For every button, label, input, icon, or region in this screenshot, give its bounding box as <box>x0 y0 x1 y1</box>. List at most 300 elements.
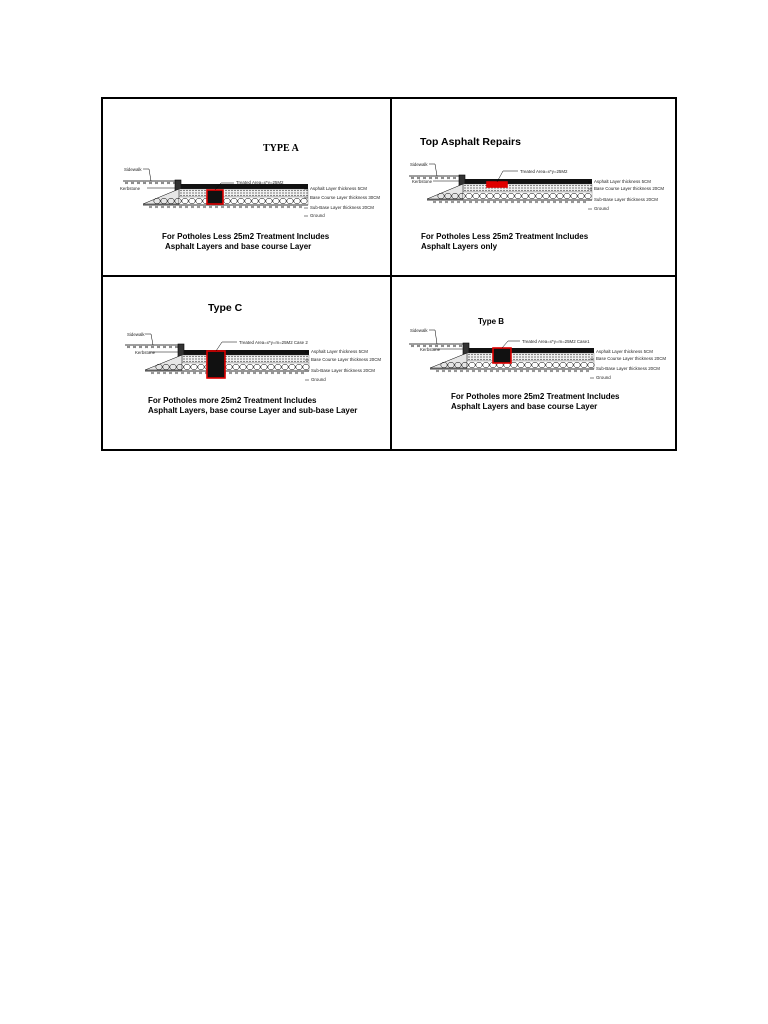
base-course-dot <box>180 195 181 196</box>
ground-label: Ground <box>594 206 609 211</box>
base-course-dot <box>513 359 514 360</box>
sidewalk-label: Sidewalk <box>127 332 145 337</box>
base-course-dot <box>569 190 570 191</box>
ground-hatch <box>433 201 436 203</box>
sidewalk-hatch <box>453 345 456 347</box>
base-course-dot <box>195 356 196 357</box>
ground-hatch <box>187 372 190 374</box>
base-course-dot <box>204 361 205 362</box>
base-course-dot <box>270 190 271 191</box>
base-course-dot <box>572 190 573 191</box>
treated-area-outline <box>207 190 223 204</box>
base-course-dot <box>192 192 193 193</box>
base-course-dot <box>575 185 576 186</box>
caption-line-1: For Potholes more 25m2 Treatment Includes <box>451 392 620 401</box>
base-course-dot <box>569 187 570 188</box>
base-course-dot <box>237 356 238 357</box>
base-course-dot <box>491 190 492 191</box>
base-course-dot <box>267 361 268 362</box>
ground-hatch <box>562 370 565 372</box>
ground-hatch <box>253 372 256 374</box>
base-course-dot <box>530 190 531 191</box>
base-course-dot <box>279 356 280 357</box>
base-course-dot <box>282 358 283 359</box>
base-course-dot <box>570 359 571 360</box>
base-course-dot <box>521 190 522 191</box>
base-course-dot <box>234 192 235 193</box>
base-course-dot <box>482 190 483 191</box>
base-course-dot <box>578 187 579 188</box>
sidewalk-hatch <box>169 346 172 348</box>
ground-hatch <box>469 201 472 203</box>
base-course-dot <box>186 358 187 359</box>
base-course-dot <box>273 190 274 191</box>
base-course-dot <box>228 192 229 193</box>
base-course-dot <box>186 192 187 193</box>
base-course-dot <box>183 195 184 196</box>
ground-hatch <box>257 206 260 208</box>
base-course-dot <box>521 187 522 188</box>
base-course-dot <box>543 354 544 355</box>
ground-hatch <box>301 372 304 374</box>
base-course-dot <box>558 356 559 357</box>
base-course-dot <box>291 190 292 191</box>
base-course-dot <box>306 190 307 191</box>
base-course-dot <box>468 354 469 355</box>
base-course-dot <box>539 190 540 191</box>
base-course-dot <box>297 356 298 357</box>
base-course-dot <box>585 356 586 357</box>
ground-hatch <box>481 201 484 203</box>
base-course-dot <box>291 361 292 362</box>
sidewalk-hatch <box>157 346 160 348</box>
base-course-dot <box>276 195 277 196</box>
base-course-dot <box>578 190 579 191</box>
ground-hatch <box>565 201 568 203</box>
base-course-dot <box>246 195 247 196</box>
base-course-dot <box>471 356 472 357</box>
sidewalk-hatch <box>139 346 142 348</box>
base-course-dot <box>246 192 247 193</box>
base-course-dot <box>584 187 585 188</box>
base-course-dot <box>537 354 538 355</box>
ground-hatch <box>439 201 442 203</box>
base-course-dot <box>291 356 292 357</box>
base-course-dot <box>534 359 535 360</box>
base-course-dot <box>530 187 531 188</box>
base-course-dot <box>243 190 244 191</box>
pothole-repair-diagram <box>101 97 677 451</box>
base-course-dot <box>189 361 190 362</box>
panel-title: Top Asphalt Repairs <box>420 136 521 148</box>
base-course-dot <box>536 185 537 186</box>
base-course-dot <box>543 356 544 357</box>
base-course-dot <box>590 187 591 188</box>
ground-hatch <box>553 201 556 203</box>
base-course-dot <box>288 190 289 191</box>
sidewalk-label: Sidewalk <box>410 162 428 167</box>
base-course-dot <box>198 361 199 362</box>
base-course-dot <box>192 190 193 191</box>
base-course-dot <box>261 195 262 196</box>
base-course-dot <box>581 187 582 188</box>
base-course-dot <box>297 195 298 196</box>
base-course-dot <box>201 192 202 193</box>
base-course-dot <box>515 187 516 188</box>
sidewalk-hatch <box>435 177 438 179</box>
ground-hatch <box>436 370 439 372</box>
base-course-dot <box>516 356 517 357</box>
base-course-dot <box>467 190 468 191</box>
base-course-dot <box>527 187 528 188</box>
sub-base-label: Sub-Base Layer thickness 20CM <box>594 197 658 202</box>
ground-hatch <box>239 206 242 208</box>
ground-hatch <box>547 201 550 203</box>
ground-hatch <box>299 206 302 208</box>
base-course-dot <box>204 358 205 359</box>
ground-hatch <box>289 372 292 374</box>
ground-hatch <box>197 206 200 208</box>
base-course-dot <box>234 190 235 191</box>
base-course-dot <box>477 356 478 357</box>
base-course-dot <box>306 358 307 359</box>
base-course-dot <box>258 192 259 193</box>
ground-hatch <box>163 372 166 374</box>
base-course-dot <box>486 359 487 360</box>
ground-hatch <box>271 372 274 374</box>
asphalt-layer <box>184 350 309 355</box>
base-course-dot <box>467 187 468 188</box>
base-course-dot <box>231 195 232 196</box>
kerbstone-label: Kerbstone <box>120 186 141 191</box>
base-course-dot <box>588 359 589 360</box>
base-course-dot <box>572 187 573 188</box>
base-course-dot <box>516 354 517 355</box>
panel-title: Type C <box>208 302 243 314</box>
asphalt-layer-label: Asphalt Layer thickness 5CM <box>596 349 653 354</box>
base-course-dot <box>300 190 301 191</box>
base-course-dot <box>557 190 558 191</box>
base-course-dot <box>516 359 517 360</box>
base-course-dot <box>485 190 486 191</box>
ground-hatch <box>185 206 188 208</box>
base-course-dot <box>582 359 583 360</box>
base-course-dot <box>573 356 574 357</box>
ground-hatch <box>269 206 272 208</box>
base-course-dot <box>294 195 295 196</box>
base-course-dot <box>497 190 498 191</box>
base-course-dot <box>524 187 525 188</box>
ground-hatch <box>472 370 475 372</box>
base-course-dot <box>569 185 570 186</box>
base-course-dot <box>276 361 277 362</box>
base-course-dot <box>195 195 196 196</box>
base-course-dot <box>489 356 490 357</box>
base-course-dot <box>279 190 280 191</box>
base-course-dot <box>519 359 520 360</box>
base-course-dot <box>255 192 256 193</box>
base-course-dot <box>303 190 304 191</box>
ground-hatch <box>544 370 547 372</box>
base-course-dot <box>282 192 283 193</box>
base-course-dot <box>533 185 534 186</box>
base-course-dot <box>558 354 559 355</box>
base-course-dot <box>273 361 274 362</box>
sidewalk-leader-line <box>429 330 437 344</box>
base-course-dot <box>297 192 298 193</box>
base-course-dot <box>282 190 283 191</box>
base-course-dot <box>522 356 523 357</box>
sidewalk-label: Sidewalk <box>124 167 142 172</box>
base-course-dot <box>573 354 574 355</box>
base-course-dot <box>198 192 199 193</box>
base-course-dot <box>240 195 241 196</box>
base-course-dot <box>543 359 544 360</box>
panel-type-c <box>103 277 389 452</box>
base-course-dot <box>237 361 238 362</box>
ground-hatch <box>277 372 280 374</box>
caption-line-2: Asphalt Layers and base course Layer <box>165 242 312 251</box>
base-course-dot <box>467 185 468 186</box>
base-course-dot <box>228 358 229 359</box>
base-course-dot <box>237 358 238 359</box>
base-course-dot <box>279 361 280 362</box>
treated-area-outline <box>207 351 225 378</box>
base-course-dot <box>273 192 274 193</box>
base-course-dot <box>563 190 564 191</box>
base-course-dot <box>285 356 286 357</box>
base-course-dot <box>234 358 235 359</box>
base-course-dot <box>231 192 232 193</box>
sidewalk-hatch <box>163 346 166 348</box>
ground-hatch <box>493 201 496 203</box>
base-course-dot <box>470 185 471 186</box>
cross-section-drawing <box>392 277 678 452</box>
base-course-dot <box>482 187 483 188</box>
base-course-dot <box>192 195 193 196</box>
ground-hatch <box>241 372 244 374</box>
ground-hatch <box>526 370 529 372</box>
base-course-dot <box>548 190 549 191</box>
base-course-dot <box>567 354 568 355</box>
ground-hatch <box>191 206 194 208</box>
base-course-dot <box>567 359 568 360</box>
base-course-dot <box>474 356 475 357</box>
base-course-dot <box>518 185 519 186</box>
ground-hatch <box>520 370 523 372</box>
kerbstone-label: Kerbstone <box>135 350 156 355</box>
base-course-dot <box>258 195 259 196</box>
base-course-dot <box>515 190 516 191</box>
panel-type-b <box>392 277 678 452</box>
base-course-dot <box>522 359 523 360</box>
base-course-dot <box>561 354 562 355</box>
base-course-dot <box>306 192 307 193</box>
caption-line-2: Asphalt Layers only <box>421 242 498 251</box>
ground-hatch <box>577 201 580 203</box>
base-course-dot <box>503 190 504 191</box>
ground-hatch <box>514 370 517 372</box>
treated-area-label: Treated Area=x*y=m=25M2 Case 2 <box>239 340 308 345</box>
ground-hatch <box>478 370 481 372</box>
base-course-dot <box>255 361 256 362</box>
sidewalk-hatch <box>143 182 146 184</box>
sidewalk-hatch <box>145 346 148 348</box>
base-course-dot <box>270 192 271 193</box>
base-course-dot <box>249 358 250 359</box>
base-course-dot <box>240 356 241 357</box>
base-course-dot <box>228 195 229 196</box>
base-course-dot <box>560 190 561 191</box>
base-course-dot <box>282 195 283 196</box>
ground-hatch <box>484 370 487 372</box>
base-course-dot <box>198 190 199 191</box>
base-course-dot <box>482 185 483 186</box>
base-course-dot <box>249 190 250 191</box>
treated-area-outline <box>493 348 511 363</box>
base-course-dot <box>473 185 474 186</box>
ground-hatch <box>179 206 182 208</box>
base-course-dot <box>554 185 555 186</box>
base-course-dot <box>192 358 193 359</box>
base-course-dot <box>515 185 516 186</box>
base-course-dot <box>566 190 567 191</box>
base-course-dot <box>201 190 202 191</box>
base-course-dot <box>513 356 514 357</box>
base-course-dot <box>471 354 472 355</box>
asphalt-layer <box>465 179 592 184</box>
ground-hatch <box>517 201 520 203</box>
base-course-dot <box>519 356 520 357</box>
base-course-dot <box>258 356 259 357</box>
base-course-dot <box>183 361 184 362</box>
ground-hatch <box>247 372 250 374</box>
base-course-dot <box>551 190 552 191</box>
ground-hatch <box>175 372 178 374</box>
base-course-dot <box>306 356 307 357</box>
base-course-dot <box>252 192 253 193</box>
ground-hatch <box>466 370 469 372</box>
caption-line-1: For Potholes Less 25m2 Treatment Includes <box>162 232 330 241</box>
base-course-dot <box>243 192 244 193</box>
ground-hatch <box>149 206 152 208</box>
ground-hatch <box>529 201 532 203</box>
ground-hatch <box>571 201 574 203</box>
base-course-dot <box>270 356 271 357</box>
base-course-dot <box>539 185 540 186</box>
base-course-dot <box>225 192 226 193</box>
ground-hatch <box>496 370 499 372</box>
base-course-dot <box>494 190 495 191</box>
ground-hatch <box>283 372 286 374</box>
base-course-dot <box>531 354 532 355</box>
base-course-dot <box>588 354 589 355</box>
base-course-layer <box>182 355 309 363</box>
ground-hatch <box>550 370 553 372</box>
base-course-dot <box>297 361 298 362</box>
base-course-dot <box>252 361 253 362</box>
base-course-dot <box>279 192 280 193</box>
embankment-slope <box>145 355 182 370</box>
base-course-dot <box>267 190 268 191</box>
base-course-dot <box>198 356 199 357</box>
base-course-dot <box>533 190 534 191</box>
base-course-dot <box>267 358 268 359</box>
base-course-dot <box>189 190 190 191</box>
base-course-dot <box>536 187 537 188</box>
base-course-dot <box>578 185 579 186</box>
base-course-dot <box>530 185 531 186</box>
base-course-dot <box>195 192 196 193</box>
base-course-dot <box>479 187 480 188</box>
panel-title: TYPE A <box>263 143 299 154</box>
ground-hatch <box>209 206 212 208</box>
base-course-dot <box>264 192 265 193</box>
ground-hatch <box>251 206 254 208</box>
base-course-dot <box>531 356 532 357</box>
base-course-dot <box>477 359 478 360</box>
base-course-dot <box>542 185 543 186</box>
sidewalk-leader-line <box>145 334 153 345</box>
base-course-layer <box>467 353 594 361</box>
base-course-dot <box>540 356 541 357</box>
base-course-dot <box>249 361 250 362</box>
treated-area-label: Treated Area=x*y=m=25M2 Case1 <box>522 339 590 344</box>
sidewalk-hatch <box>411 345 414 347</box>
ground-hatch <box>167 206 170 208</box>
ground-hatch <box>233 206 236 208</box>
base-course-dot <box>246 361 247 362</box>
base-course-dot <box>270 358 271 359</box>
ground-hatch <box>293 206 296 208</box>
base-course-dot <box>536 190 537 191</box>
ground-hatch <box>221 206 224 208</box>
base-course-dot <box>540 359 541 360</box>
base-course-dot <box>228 356 229 357</box>
base-course-dot <box>555 359 556 360</box>
base-course-dot <box>566 187 567 188</box>
base-course-dot <box>500 190 501 191</box>
base-course-dot <box>267 195 268 196</box>
base-course-dot <box>267 192 268 193</box>
ground-hatch <box>215 206 218 208</box>
base-course-dot <box>525 354 526 355</box>
base-course-dot <box>557 185 558 186</box>
base-course-dot <box>537 356 538 357</box>
base-course-dot <box>576 356 577 357</box>
sidewalk-hatch <box>133 346 136 348</box>
base-course-dot <box>527 190 528 191</box>
base-course-dot <box>483 356 484 357</box>
ground-hatch <box>203 206 206 208</box>
base-course-dot <box>551 185 552 186</box>
base-course-label: Base Course Layer thickness 20CM <box>311 357 382 362</box>
base-course-dot <box>264 356 265 357</box>
ground-hatch <box>583 201 586 203</box>
base-course-dot <box>581 190 582 191</box>
base-course-dot <box>464 187 465 188</box>
base-course-dot <box>542 187 543 188</box>
base-course-dot <box>201 361 202 362</box>
base-course-dot <box>570 356 571 357</box>
base-course-dot <box>192 356 193 357</box>
base-course-dot <box>189 356 190 357</box>
base-course-dot <box>276 356 277 357</box>
base-course-dot <box>225 195 226 196</box>
base-course-dot <box>255 195 256 196</box>
base-course-dot <box>270 361 271 362</box>
base-course-dot <box>512 185 513 186</box>
